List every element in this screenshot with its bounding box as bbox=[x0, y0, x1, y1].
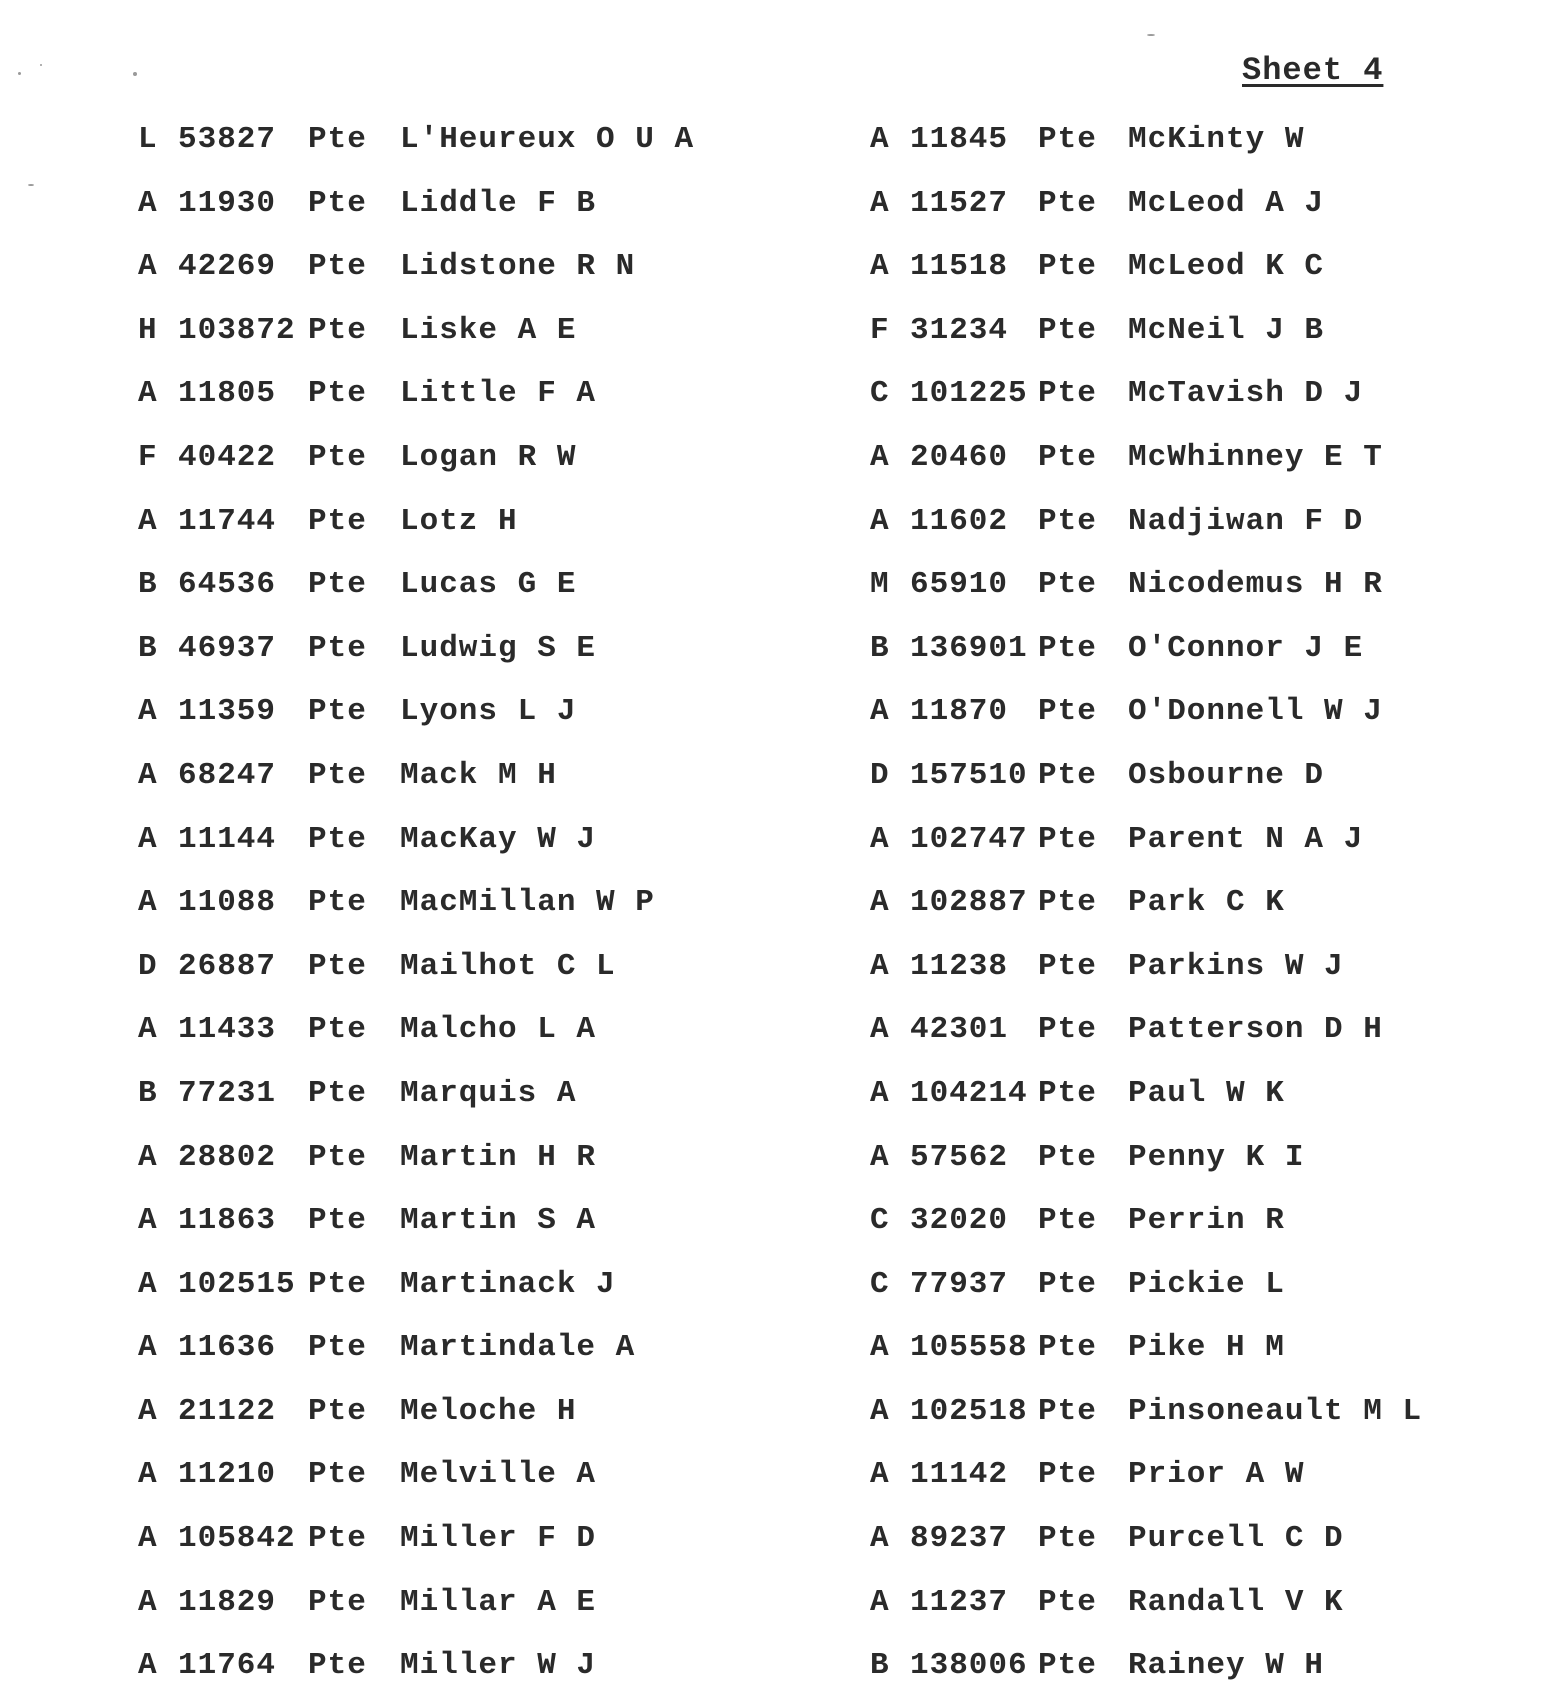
soldier-name: Randall V K bbox=[1128, 1584, 1344, 1620]
rank: Pte bbox=[1038, 185, 1097, 221]
service-number: 11237 bbox=[910, 1584, 1009, 1620]
soldier-name: Miller F D bbox=[400, 1521, 597, 1557]
regiment-prefix: A bbox=[870, 1521, 890, 1557]
rank: Pte bbox=[308, 567, 367, 603]
service-number: 11433 bbox=[178, 1012, 277, 1048]
regiment-prefix: A bbox=[870, 1330, 890, 1366]
service-number: 157510 bbox=[910, 757, 1028, 793]
rank: Pte bbox=[1038, 821, 1097, 857]
regiment-prefix: A bbox=[138, 885, 158, 921]
rank: Pte bbox=[1038, 694, 1097, 730]
rank: Pte bbox=[308, 1075, 367, 1111]
scan-speck bbox=[40, 64, 42, 66]
regiment-prefix: A bbox=[870, 821, 890, 857]
service-number: 11527 bbox=[910, 185, 1009, 221]
regiment-prefix: C bbox=[870, 1266, 890, 1302]
soldier-name: Patterson D H bbox=[1128, 1012, 1383, 1048]
service-number: 42269 bbox=[178, 249, 277, 285]
regiment-prefix: A bbox=[138, 1648, 158, 1684]
regiment-prefix: A bbox=[138, 1203, 158, 1239]
service-number: 40422 bbox=[178, 439, 277, 475]
soldier-name: Ludwig S E bbox=[400, 630, 597, 666]
service-number: 11829 bbox=[178, 1584, 277, 1620]
regiment-prefix: A bbox=[138, 376, 158, 412]
service-number: 11144 bbox=[178, 821, 277, 857]
service-number: 11845 bbox=[910, 122, 1009, 157]
service-number: 138006 bbox=[910, 1648, 1028, 1684]
service-number: 11636 bbox=[178, 1330, 277, 1366]
rank: Pte bbox=[308, 948, 367, 984]
service-number: 102887 bbox=[910, 885, 1028, 921]
soldier-name: Parent N A J bbox=[1128, 821, 1364, 857]
rank: Pte bbox=[1038, 1648, 1097, 1684]
rank: Pte bbox=[1038, 1266, 1097, 1302]
service-number: 65910 bbox=[910, 567, 1009, 603]
service-number: 20460 bbox=[910, 439, 1009, 475]
soldier-name: Millar A E bbox=[400, 1584, 597, 1620]
regiment-prefix: M bbox=[870, 567, 890, 603]
regiment-prefix: F bbox=[138, 439, 158, 475]
regiment-prefix: A bbox=[138, 1139, 158, 1175]
rank: Pte bbox=[308, 1203, 367, 1239]
regiment-prefix: A bbox=[870, 1012, 890, 1048]
rank: Pte bbox=[1038, 1393, 1097, 1429]
regiment-prefix: A bbox=[138, 249, 158, 285]
regiment-prefix: A bbox=[870, 694, 890, 730]
service-number: 21122 bbox=[178, 1393, 277, 1429]
rank: Pte bbox=[1038, 249, 1097, 285]
rank: Pte bbox=[1038, 567, 1097, 603]
sheet-number: Sheet 4 bbox=[1242, 52, 1384, 89]
scan-speck bbox=[18, 72, 21, 75]
rank: Pte bbox=[308, 694, 367, 730]
regiment-prefix: A bbox=[138, 503, 158, 539]
service-number: 11764 bbox=[178, 1648, 277, 1684]
rank: Pte bbox=[1038, 885, 1097, 921]
regiment-prefix: B bbox=[870, 630, 890, 666]
service-number: 77937 bbox=[910, 1266, 1009, 1302]
regiment-prefix: L bbox=[138, 122, 158, 157]
soldier-name: O'Donnell W J bbox=[1128, 694, 1383, 730]
rank: Pte bbox=[1038, 376, 1097, 412]
rank: Pte bbox=[1038, 1203, 1097, 1239]
service-number: 11142 bbox=[910, 1457, 1009, 1493]
regiment-prefix: A bbox=[138, 1330, 158, 1366]
regiment-prefix: A bbox=[138, 694, 158, 730]
rank: Pte bbox=[308, 1012, 367, 1048]
regiment-prefix: A bbox=[870, 1393, 890, 1429]
service-number: 46937 bbox=[178, 630, 277, 666]
soldier-name: Pickie L bbox=[1128, 1266, 1285, 1302]
soldier-name: Rainey W H bbox=[1128, 1648, 1325, 1684]
regiment-prefix: B bbox=[138, 1075, 158, 1111]
regiment-prefix: A bbox=[870, 439, 890, 475]
soldier-name: McKinty W bbox=[1128, 122, 1305, 157]
rank: Pte bbox=[308, 376, 367, 412]
regiment-prefix: D bbox=[870, 757, 890, 793]
service-number: 11744 bbox=[178, 503, 277, 539]
regiment-prefix: A bbox=[138, 757, 158, 793]
regiment-prefix: A bbox=[138, 1012, 158, 1048]
regiment-prefix: D bbox=[138, 948, 158, 984]
rank: Pte bbox=[308, 757, 367, 793]
rank: Pte bbox=[308, 1457, 367, 1493]
rank: Pte bbox=[308, 1584, 367, 1620]
service-number: 53827 bbox=[178, 122, 277, 157]
soldier-name: Parkins W J bbox=[1128, 948, 1344, 984]
soldier-name: Miller W J bbox=[400, 1648, 597, 1684]
soldier-name: Liske A E bbox=[400, 312, 577, 348]
scan-speck bbox=[1147, 34, 1155, 36]
service-number: 89237 bbox=[910, 1521, 1009, 1557]
regiment-prefix: B bbox=[870, 1648, 890, 1684]
regiment-prefix: A bbox=[138, 1521, 158, 1557]
rank: Pte bbox=[308, 1266, 367, 1302]
rank: Pte bbox=[308, 1139, 367, 1175]
rank: Pte bbox=[1038, 1075, 1097, 1111]
regiment-prefix: A bbox=[138, 1584, 158, 1620]
service-number: 31234 bbox=[910, 312, 1009, 348]
regiment-prefix: A bbox=[870, 1139, 890, 1175]
soldier-name: Pike H M bbox=[1128, 1330, 1285, 1366]
rank: Pte bbox=[308, 1393, 367, 1429]
soldier-name: Little F A bbox=[400, 376, 597, 412]
service-number: 102515 bbox=[178, 1266, 296, 1302]
service-number: 11930 bbox=[178, 185, 277, 221]
soldier-name: Purcell C D bbox=[1128, 1521, 1344, 1557]
service-number: 104214 bbox=[910, 1075, 1028, 1111]
rank: Pte bbox=[308, 1648, 367, 1684]
rank: Pte bbox=[308, 439, 367, 475]
soldier-name: Lotz H bbox=[400, 503, 518, 539]
soldier-name: MacKay W J bbox=[400, 821, 597, 857]
regiment-prefix: B bbox=[138, 630, 158, 666]
rank: Pte bbox=[1038, 1521, 1097, 1557]
soldier-name: Nicodemus H R bbox=[1128, 567, 1383, 603]
rank: Pte bbox=[1038, 1139, 1097, 1175]
regiment-prefix: A bbox=[870, 249, 890, 285]
soldier-name: McNeil J B bbox=[1128, 312, 1325, 348]
rank: Pte bbox=[1038, 503, 1097, 539]
soldier-name: Nadjiwan F D bbox=[1128, 503, 1364, 539]
rank: Pte bbox=[1038, 630, 1097, 666]
service-number: 77231 bbox=[178, 1075, 277, 1111]
service-number: 11863 bbox=[178, 1203, 277, 1239]
rank: Pte bbox=[308, 122, 367, 157]
rank: Pte bbox=[308, 503, 367, 539]
regiment-prefix: A bbox=[870, 122, 890, 157]
soldier-name: Pinsoneault M L bbox=[1128, 1393, 1423, 1429]
service-number: 11359 bbox=[178, 694, 277, 730]
service-number: 105842 bbox=[178, 1521, 296, 1557]
soldier-name: Park C K bbox=[1128, 885, 1285, 921]
rank: Pte bbox=[1038, 1330, 1097, 1366]
soldier-name: Perrin R bbox=[1128, 1203, 1285, 1239]
rank: Pte bbox=[308, 185, 367, 221]
soldier-name: Martindale A bbox=[400, 1330, 636, 1366]
soldier-name: Marquis A bbox=[400, 1075, 577, 1111]
soldier-name: Liddle F B bbox=[400, 185, 597, 221]
soldier-name: Penny K I bbox=[1128, 1139, 1305, 1175]
regiment-prefix: A bbox=[870, 185, 890, 221]
service-number: 102518 bbox=[910, 1393, 1028, 1429]
regiment-prefix: A bbox=[870, 948, 890, 984]
soldier-name: Paul W K bbox=[1128, 1075, 1285, 1111]
regiment-prefix: A bbox=[138, 185, 158, 221]
regiment-prefix: B bbox=[138, 567, 158, 603]
regiment-prefix: C bbox=[870, 1203, 890, 1239]
soldier-name: McTavish D J bbox=[1128, 376, 1364, 412]
regiment-prefix: A bbox=[138, 821, 158, 857]
scan-speck bbox=[133, 72, 137, 76]
service-number: 105558 bbox=[910, 1330, 1028, 1366]
regiment-prefix: C bbox=[870, 376, 890, 412]
service-number: 42301 bbox=[910, 1012, 1009, 1048]
soldier-name: MacMillan W P bbox=[400, 885, 655, 921]
regiment-prefix: F bbox=[870, 312, 890, 348]
regiment-prefix: A bbox=[138, 1266, 158, 1302]
soldier-name: McLeod K C bbox=[1128, 249, 1325, 285]
regiment-prefix: A bbox=[870, 885, 890, 921]
regiment-prefix: A bbox=[870, 503, 890, 539]
regiment-prefix: A bbox=[138, 1393, 158, 1429]
rank: Pte bbox=[308, 630, 367, 666]
regiment-prefix: A bbox=[138, 1457, 158, 1493]
soldier-name: Meloche H bbox=[400, 1393, 577, 1429]
service-number: 11805 bbox=[178, 376, 277, 412]
soldier-name: McWhinney E T bbox=[1128, 439, 1383, 475]
service-number: 26887 bbox=[178, 948, 277, 984]
soldier-name: Mailhot C L bbox=[400, 948, 616, 984]
service-number: 136901 bbox=[910, 630, 1028, 666]
soldier-name: Logan R W bbox=[400, 439, 577, 475]
soldier-name: Lucas G E bbox=[400, 567, 577, 603]
service-number: 11238 bbox=[910, 948, 1009, 984]
soldier-name: Osbourne D bbox=[1128, 757, 1325, 793]
regiment-prefix: H bbox=[138, 312, 158, 348]
rank: Pte bbox=[1038, 948, 1097, 984]
soldier-name: Mack M H bbox=[400, 757, 557, 793]
rank: Pte bbox=[1038, 122, 1097, 157]
service-number: 64536 bbox=[178, 567, 277, 603]
service-number: 11870 bbox=[910, 694, 1009, 730]
service-number: 103872 bbox=[178, 312, 296, 348]
scan-speck bbox=[28, 184, 34, 186]
service-number: 11210 bbox=[178, 1457, 277, 1493]
rank: Pte bbox=[308, 1521, 367, 1557]
soldier-name: Melville A bbox=[400, 1457, 597, 1493]
soldier-name: Martin H R bbox=[400, 1139, 597, 1175]
rank: Pte bbox=[1038, 312, 1097, 348]
service-number: 68247 bbox=[178, 757, 277, 793]
soldier-name: Martin S A bbox=[400, 1203, 597, 1239]
rank: Pte bbox=[1038, 1457, 1097, 1493]
soldier-name: Lidstone R N bbox=[400, 249, 636, 285]
service-number: 11088 bbox=[178, 885, 277, 921]
rank: Pte bbox=[1038, 1584, 1097, 1620]
service-number: 11518 bbox=[910, 249, 1009, 285]
regiment-prefix: A bbox=[870, 1584, 890, 1620]
service-number: 28802 bbox=[178, 1139, 277, 1175]
service-number: 101225 bbox=[910, 376, 1028, 412]
rank: Pte bbox=[308, 885, 367, 921]
service-number: 11602 bbox=[910, 503, 1009, 539]
rank: Pte bbox=[308, 821, 367, 857]
rank: Pte bbox=[1038, 439, 1097, 475]
rank: Pte bbox=[1038, 1012, 1097, 1048]
rank: Pte bbox=[1038, 757, 1097, 793]
regiment-prefix: A bbox=[870, 1457, 890, 1493]
soldier-name: McLeod A J bbox=[1128, 185, 1325, 221]
soldier-name: L'Heureux O U A bbox=[400, 122, 695, 157]
service-number: 57562 bbox=[910, 1139, 1009, 1175]
soldier-name: Martinack J bbox=[400, 1266, 616, 1302]
service-number: 32020 bbox=[910, 1203, 1009, 1239]
rank: Pte bbox=[308, 249, 367, 285]
soldier-name: O'Connor J E bbox=[1128, 630, 1364, 666]
regiment-prefix: A bbox=[870, 1075, 890, 1111]
rank: Pte bbox=[308, 1330, 367, 1366]
rank: Pte bbox=[308, 312, 367, 348]
soldier-name: Lyons L J bbox=[400, 694, 577, 730]
soldier-name: Malcho L A bbox=[400, 1012, 597, 1048]
service-number: 102747 bbox=[910, 821, 1028, 857]
soldier-name: Prior A W bbox=[1128, 1457, 1305, 1493]
